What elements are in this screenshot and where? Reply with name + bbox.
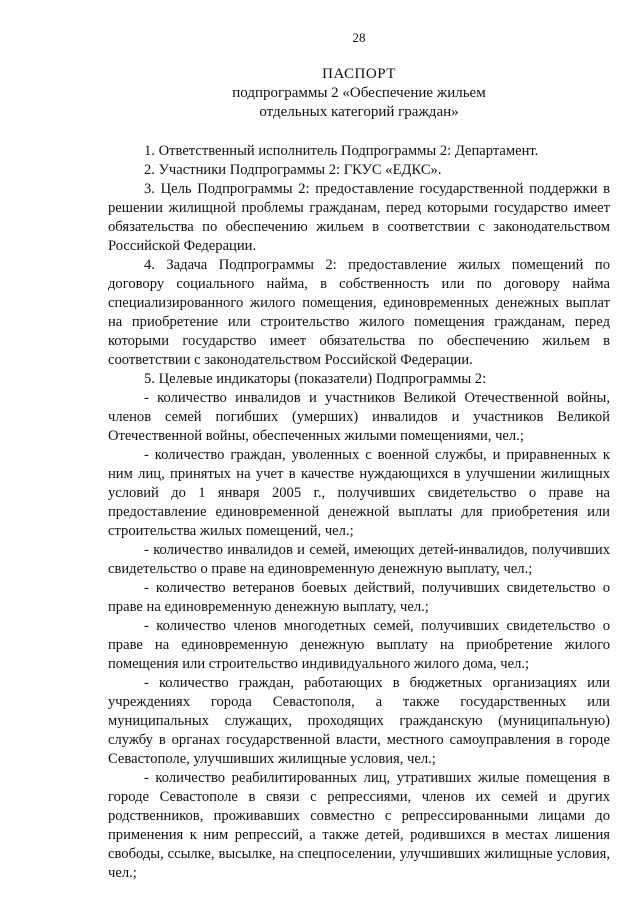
indicator-item: - количество реабилитированных лиц, утративших жилые помещения в городе Севастополе в связи с репрессиями, членов их семей и других родственников, проживавших совместно с репрессированными лицами до применения к ним репрессий, а также детей, родившихся в местах лишения свободы, ссылке, высылке, на спецпоселении, улучшивших жилищные условия, чел.; (108, 770, 610, 881)
indicator-item: - количество инвалидов и семей, имеющих детей-инвалидов, получивших свидетельство о праве на единовременную денежную выплату, чел.; (108, 542, 610, 577)
subtitle-line-1: подпрограммы 2 «Обеспечение жильем (232, 85, 486, 101)
paragraph-task: 4. Задача Подпрограммы 2: предоставление жилых помещений по договору социального найма, в собственность или по договору найма специализированного жилого помещения, единовременных денежных выплат на приобретение или строительство жилого помещения гражданам, перед которыми государство имеет обязательства по обеспечению жильем в соответствии с законодательством Российской Федерации. (108, 257, 610, 368)
indicator-item: - количество граждан, работающих в бюджетных организациях или учреждениях города Севастополя, а также государственных или муниципальных служащих, проходящих гражданскую (муниципальную) службу в органах государственной власти, местного самоуправления в городе Севастополе, улучшивших жилищные условия, чел.; (108, 675, 610, 767)
paragraph-responsible-executor: 1. Ответственный исполнитель Подпрограммы 2: Департамент. (144, 143, 539, 159)
indicator-item: - количество инвалидов и участников Великой Отечественной войны, членов семей погибших (умерших) инвалидов и участников Великой Отечественной войны, обеспеченных жилыми помещениями, чел.; (108, 390, 610, 444)
passport-title: ПАСПОРТ (322, 66, 396, 82)
spacer (108, 122, 610, 142)
subtitle-line-2: отдельных категорий граждан» (259, 104, 459, 120)
indicator-item: - количество членов многодетных семей, получивших свидетельство о праве на единовременную денежную выплату на приобретение жилого помещения или строительство индивидуального жилого дома, чел.; (108, 618, 610, 672)
indicator-item: - количество ветеранов боевых действий, получивших свидетельство о праве на единовременную денежную выплату, чел.; (108, 580, 610, 615)
page-number: 28 (352, 30, 366, 45)
paragraph-goal: 3. Цель Подпрограммы 2: предоставление государственной поддержки в решении жилищной проблемы гражданам, перед которыми государство имеет обязательства по обеспечению жильем в соответствии с законодательством Российской Федерации. (108, 181, 610, 254)
paragraph-participants: 2. Участники Подпрограммы 2: ГКУС «ЕДКС». (144, 162, 442, 178)
indicator-item: - количество граждан, уволенных с военной службы, и приравненных к ним лиц, принятых на учет в качестве нуждающихся в улучшении жилищных условий до 1 января 2005 г., получивших свидетельство о праве на предоставление единовременной денежной выплаты для приобретения или строительства жилых помещений, чел.; (108, 447, 610, 539)
paragraph-indicators-heading: 5. Целевые индикаторы (показатели) Подпрограммы 2: (144, 371, 487, 387)
